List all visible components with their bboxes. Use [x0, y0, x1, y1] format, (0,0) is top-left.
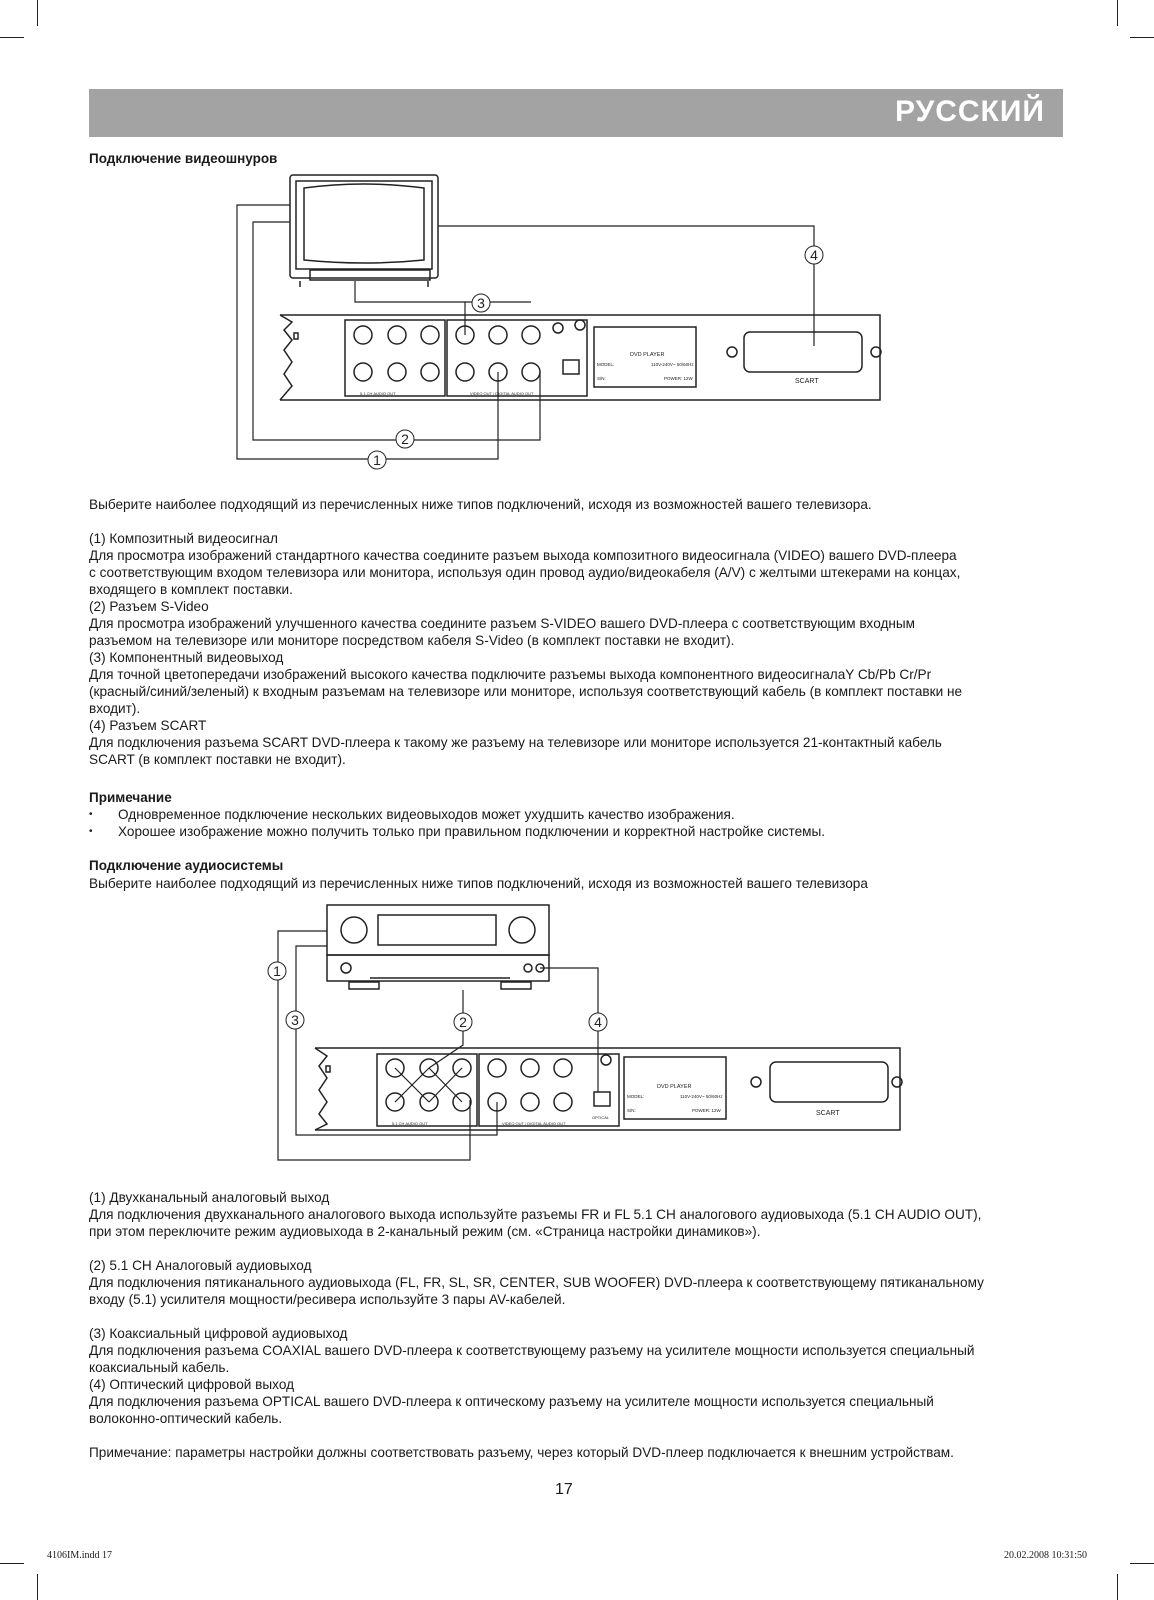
- video-item-line: Для точной цветопередачи изображений высокого качества подключите разъемы выхода компонентного видеосигналаY Cb/Pb Cr/Pr: [89, 667, 932, 682]
- audio-footnote: Примечание: параметры настройки должны соответствовать разъему, через который DVD-плеер подключается к внешним устройствам.: [89, 1445, 954, 1460]
- audio-out-label: 5.1 CH AUDIO OUT: [392, 1121, 428, 1126]
- video-item-line: SCART (в комплект поставки не входит).: [89, 752, 346, 767]
- audio-item-line: Для подключения двухканального аналогового выхода используйте разъемы FR и FL 5.1 CH аналогового аудиовыхода (5.1 CH AUDIO OUT),: [89, 1207, 982, 1222]
- video-item-line: с соответствующим входом телевизора или монитора, используя один провод аудио/видеокабеля (A/V) с желтыми штекерами на концах,: [89, 565, 961, 580]
- dvd-player-label: DVD PLAYER: [657, 1084, 692, 1090]
- callout-3: 3: [477, 295, 485, 311]
- audio-out-label: 5.1 CH AUDIO OUT: [360, 391, 396, 396]
- video-item-title: (4) Разъем SCART: [89, 718, 207, 733]
- crop-mark: [1117, 1574, 1118, 1600]
- callout-4: 4: [594, 1014, 602, 1030]
- video-item-line: входит).: [89, 701, 141, 716]
- audio-item-line: входу (5.1) усилителя мощности/ресивера используйте 3 пары AV-кабелей.: [89, 1292, 566, 1307]
- language-header-bar: [89, 89, 1063, 137]
- audio-connection-diagram: [262, 900, 912, 1170]
- voltage-label: 110V-240V~ 50/60Hz: [680, 1094, 723, 1099]
- tv-illustration: [290, 175, 438, 287]
- video-item-line: Для подключения разъема SCART DVD-плеера к такому же разъему на телевизоре или мониторе используется 21-контактный кабель: [89, 735, 942, 750]
- callout-2: 2: [459, 1014, 467, 1030]
- audio-item-line: при этом переключите режим аудиовыхода в 2-канальный режим (см. «Страница настройки динамиков»).: [89, 1224, 761, 1239]
- audio-item-title: (2) 5.1 CH Аналоговый аудиовыход: [89, 1258, 312, 1273]
- video-intro: Выберите наиболее подходящий из перечисленных ниже типов подключений, исходя из возможностей вашего телевизора.: [89, 497, 872, 512]
- video-item-title: (1) Композитный видеосигнал: [89, 531, 278, 546]
- footer-file-info: 4106IM.indd 17: [47, 1550, 112, 1561]
- callout-2: 2: [401, 431, 409, 447]
- audio-item-title: (4) Оптический цифровой выход: [89, 1377, 295, 1392]
- amplifier-illustration: [327, 905, 549, 989]
- audio-item-title: (1) Двухканальный аналоговый выход: [89, 1190, 330, 1205]
- page-number: 17: [555, 1481, 573, 1498]
- video-item-line: (красный/синий/зеленый) к входным разъемам на телевизоре или мониторе, используя соответствующий кабель (в комплект поставки не: [89, 684, 963, 699]
- audio-item-title: (3) Коаксиальный цифровой аудиовыход: [89, 1326, 348, 1341]
- video-cables: [237, 205, 814, 459]
- video-item-line: Для просмотра изображений стандартного качества соедините разъем выхода композитного видеосигнала (VIDEO) вашего DVD-плеера: [89, 548, 957, 563]
- crop-mark: [1130, 1563, 1154, 1564]
- video-section-heading: Подключение видеошнуров: [89, 151, 278, 166]
- audio-item-line: Для подключения разъема COAXIAL вашего DVD-плеера к соответствующему разъему на усилителе мощности используется специальный: [89, 1343, 975, 1358]
- note-list: [89, 806, 1069, 840]
- footer-timestamp: 20.02.2008 10:31:50: [1003, 1550, 1087, 1561]
- crop-mark: [0, 1563, 24, 1564]
- model-label: MODEL:: [627, 1094, 645, 1099]
- audio-item-line: Для подключения пятиканального аудиовыхода (FL, FR, SL, SR, CENTER, SUB WOOFER) DVD-плеера к соответствующему пятиканальному: [89, 1275, 984, 1290]
- audio-item-line: коаксиальный кабель.: [89, 1360, 230, 1375]
- audio-section-heading: Подключение аудиосистемы: [89, 858, 284, 873]
- note-heading: Примечание: [89, 790, 172, 805]
- power-label: POWER: 12W: [692, 1108, 721, 1113]
- scart-label: SCART: [816, 1110, 840, 1117]
- video-item-line: входящего в комплект поставки.: [89, 582, 293, 597]
- crop-mark: [1130, 37, 1154, 38]
- sn-label: S/N:: [627, 1108, 636, 1113]
- callout-1: 1: [273, 963, 281, 979]
- crop-mark: [0, 37, 24, 38]
- video-connection-diagram: [230, 170, 890, 480]
- language-title: РУССКИЙ: [894, 95, 1045, 128]
- sn-label: S/N:: [597, 376, 606, 381]
- video-out-label: VIDEO OUT / DIGITAL AUDIO OUT: [502, 1121, 566, 1126]
- optical-label: OPTICAL: [592, 1115, 610, 1120]
- callout-3: 3: [291, 1012, 299, 1028]
- dvd-player-label: DVD PLAYER: [630, 352, 665, 358]
- crop-mark: [37, 0, 38, 26]
- dvd-player-rear-panel: [280, 315, 881, 400]
- power-label: POWER: 12W: [664, 376, 693, 381]
- video-item-title: (3) Компонентный видеовыход: [89, 650, 284, 665]
- note-bullet: • Одновременное подключение нескольких видеовыходов может ухудшить качество изображения.: [89, 806, 1069, 823]
- callout-1: 1: [373, 452, 381, 468]
- audio-item-line: Для подключения разъема OPTICAL вашего DVD-плеера к оптическому разъему на усилителе мощности используется специальный: [89, 1394, 934, 1409]
- crop-mark: [1117, 0, 1118, 26]
- note-bullet: • Хорошее изображение можно получить только при правильном подключении и корректной настройке системы.: [89, 823, 1069, 840]
- scart-label: SCART: [795, 378, 819, 385]
- video-out-label: VIDEO OUT / DIGITAL AUDIO OUT: [470, 391, 534, 396]
- video-item-title: (2) Разъем S-Video: [89, 599, 209, 614]
- video-item-line: Для просмотра изображений улучшенного качества соедините разъем S-VIDEO вашего DVD-плеера с соответствующим входным: [89, 616, 916, 631]
- voltage-label: 110V-240V~ 50/60Hz: [651, 362, 694, 367]
- crop-mark: [37, 1574, 38, 1600]
- audio-intro: Выберите наиболее подходящий из перечисленных ниже типов подключений, исходя из возможностей вашего телевизора: [89, 876, 868, 891]
- model-label: MODEL:: [597, 362, 615, 367]
- audio-item-line: волоконно-оптический кабель.: [89, 1411, 283, 1426]
- callout-4: 4: [810, 247, 818, 263]
- video-item-line: разъемом на телевизоре или мониторе посредством кабеля S-Video (в комплект поставки не входит).: [89, 633, 735, 648]
